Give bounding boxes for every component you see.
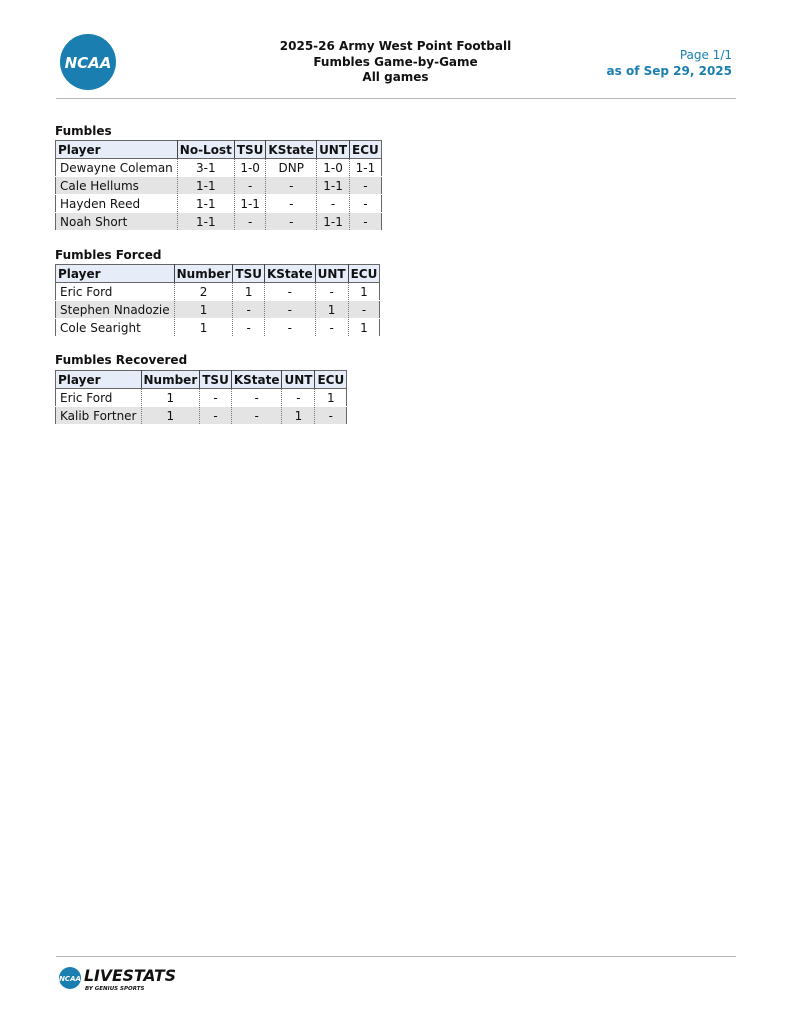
- stat-cell: -: [264, 319, 315, 337]
- table-row: [56, 301, 380, 319]
- column-header: ECU: [315, 371, 347, 389]
- column-header: KState: [231, 371, 282, 389]
- fumbles-forced-title: Fumbles Forced: [55, 248, 162, 262]
- column-header: KState: [266, 141, 317, 159]
- stat-cell: 1-1: [177, 177, 234, 195]
- column-header: ECU: [350, 141, 382, 159]
- header-row: [56, 141, 382, 159]
- stat-cell: -: [266, 177, 317, 195]
- stat-cell: -: [266, 213, 317, 231]
- stat-cell: -: [200, 407, 232, 425]
- stat-cell: DNP: [266, 159, 317, 177]
- stat-cell: 1-1: [350, 159, 382, 177]
- report-scope: All games: [362, 70, 429, 84]
- page-number: Page 1/1: [679, 48, 732, 62]
- column-header: TSU: [234, 141, 266, 159]
- stat-cell: -: [348, 301, 380, 319]
- fumbles-title: Fumbles: [55, 124, 112, 138]
- stat-cell: -: [315, 407, 347, 425]
- ncaa-logo-text: NCAA: [64, 54, 112, 72]
- column-header: Player: [56, 371, 142, 389]
- stat-cell: -: [282, 389, 315, 407]
- stat-cell: -: [231, 389, 282, 407]
- stat-cell: 1-1: [177, 213, 234, 231]
- player-name-cell: Hayden Reed: [56, 195, 178, 213]
- fumbles-recovered-title: Fumbles Recovered: [55, 353, 188, 367]
- column-header: TSU: [233, 265, 265, 283]
- stat-cell: 1: [141, 389, 200, 407]
- player-name-cell: Cole Searight: [56, 319, 175, 337]
- player-name-cell: Kalib Fortner: [56, 407, 142, 425]
- stat-cell: 1-1: [317, 213, 350, 231]
- stat-cell: -: [234, 213, 266, 231]
- livestats-tagline: BY GENIUS SPORTS: [85, 986, 145, 992]
- stat-cell: -: [233, 319, 265, 337]
- column-header: UNT: [282, 371, 315, 389]
- livestats-logo: [58, 964, 180, 994]
- player-name-cell: Eric Ford: [56, 389, 142, 407]
- as-of-date: as of Sep 29, 2025: [606, 64, 732, 78]
- column-header: UNT: [317, 141, 350, 159]
- footer-ncaa-badge: NCAA: [59, 975, 81, 983]
- stat-cell: 1-1: [317, 177, 350, 195]
- table-row: [56, 389, 347, 407]
- player-name-cell: Noah Short: [56, 213, 178, 231]
- stat-cell: 1-0: [317, 159, 350, 177]
- table-row: [56, 319, 380, 337]
- page-info: [607, 47, 732, 79]
- header-divider: [56, 98, 736, 99]
- stat-cell: -: [264, 301, 315, 319]
- table-row: [56, 407, 347, 425]
- stat-cell: 1-1: [177, 195, 234, 213]
- stat-cell: -: [231, 407, 282, 425]
- stat-cell: 1: [348, 283, 380, 301]
- stat-cell: -: [233, 301, 265, 319]
- stat-cell: -: [317, 195, 350, 213]
- report-title: 2025-26 Army West Point Football: [279, 39, 512, 53]
- stat-cell: -: [266, 195, 317, 213]
- fumbles-table: [55, 140, 382, 231]
- column-header: Player: [56, 141, 178, 159]
- column-header: Number: [141, 371, 200, 389]
- stat-cell: 2: [174, 283, 233, 301]
- player-name-cell: Dewayne Coleman: [56, 159, 178, 177]
- stat-cell: -: [350, 213, 382, 231]
- fumbles-recovered-table: [55, 370, 347, 425]
- column-header: KState: [264, 265, 315, 283]
- stat-cell: -: [350, 195, 382, 213]
- table-row: [56, 213, 382, 231]
- header-row: [56, 371, 347, 389]
- stat-cell: 1: [141, 407, 200, 425]
- report-subtitle: Fumbles Game-by-Game: [313, 54, 478, 69]
- footer-divider: [56, 956, 736, 957]
- stat-cell: -: [315, 319, 348, 337]
- player-name-cell: Eric Ford: [56, 283, 175, 301]
- livestats-brand: LIVESTATS: [84, 966, 176, 985]
- table-row: [56, 283, 380, 301]
- player-name-cell: Cale Hellums: [56, 177, 178, 195]
- stat-cell: 1: [282, 407, 315, 425]
- header-row: [56, 265, 380, 283]
- column-header: Number: [174, 265, 233, 283]
- column-header: UNT: [315, 265, 348, 283]
- table-row: [56, 195, 382, 213]
- stat-cell: -: [264, 283, 315, 301]
- stat-cell: -: [234, 177, 266, 195]
- table-row: [56, 159, 382, 177]
- stat-cell: -: [200, 389, 232, 407]
- stat-cell: 1: [348, 319, 380, 337]
- column-header: TSU: [200, 371, 232, 389]
- player-name-cell: Stephen Nnadozie: [56, 301, 175, 319]
- stat-cell: 1: [174, 301, 233, 319]
- stat-cell: 1: [233, 283, 265, 301]
- table-row: [56, 177, 382, 195]
- stat-cell: 1: [315, 389, 347, 407]
- column-header: Player: [56, 265, 175, 283]
- stat-cell: 1: [174, 319, 233, 337]
- column-header: No-Lost: [177, 141, 234, 159]
- fumbles-forced-table: [55, 264, 380, 337]
- stat-cell: 3-1: [177, 159, 234, 177]
- stat-cell: -: [350, 177, 382, 195]
- stat-cell: 1-0: [234, 159, 266, 177]
- stat-cell: -: [315, 283, 348, 301]
- stat-cell: 1: [315, 301, 348, 319]
- column-header: ECU: [348, 265, 380, 283]
- stat-cell: 1-1: [234, 195, 266, 213]
